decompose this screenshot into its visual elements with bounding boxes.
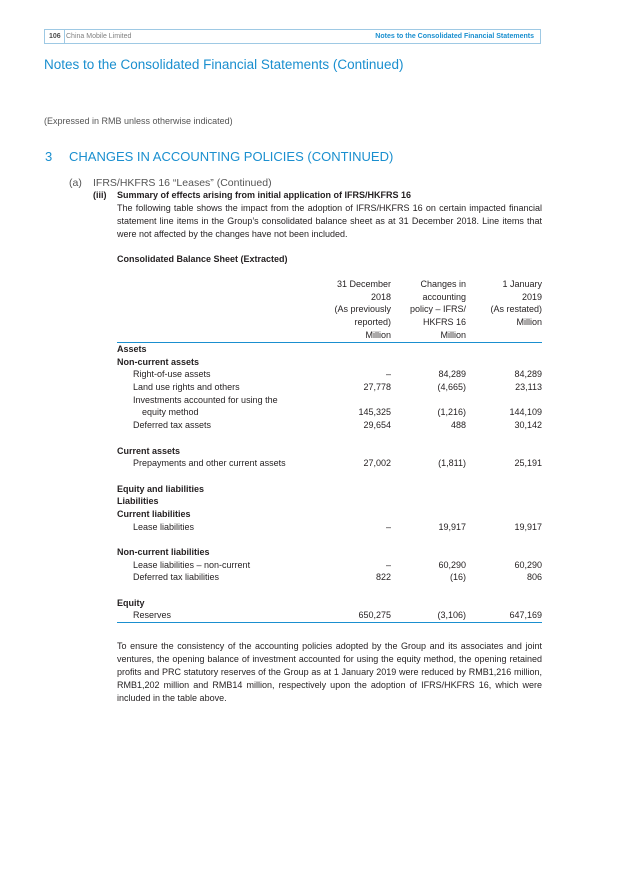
intro-paragraph: The following table shows the impact from the adoption of IFRS/HKFRS 16 on certain impacted financial statement line items in the Group’s consolidated balance sheet as at 31 December 2018. Line items that were not affected by the changes have not been included.	[117, 203, 542, 239]
table-row: Current liabilities	[117, 508, 191, 519]
table-row: Current assets	[117, 445, 181, 456]
table-row: Deferred tax assets 29,654 488 30,142	[133, 420, 542, 431]
table-row: Prepayments and other current assets 27,002 (1,811) 25,191	[133, 458, 542, 469]
column-header-2018: 31 December 2018 (As previously reported) Million	[334, 279, 391, 340]
table-row: Right-of-use assets – 84,289 84,289	[133, 369, 542, 380]
subsection-title: IFRS/HKFRS 16 “Leases” (Continued)	[93, 177, 272, 189]
page-header	[44, 29, 541, 44]
subsection-label: (a)	[69, 177, 82, 189]
column-header-2019: 1 January 2019 (As restated) Million	[490, 279, 542, 328]
table-row: Deferred tax liabilities 822 (16) 806	[133, 572, 542, 583]
table-row: Non-current assets	[117, 356, 200, 367]
page-number: 106	[45, 30, 65, 43]
table-row: Equity and liabilities	[117, 483, 205, 494]
section-number: 3	[45, 149, 53, 164]
table-row: Lease liabilities – non-current – 60,290 60,290	[133, 559, 542, 570]
table-row: Non-current liabilities	[117, 547, 210, 557]
table-row: Equity	[117, 597, 145, 608]
table-row: Lease liabilities – 19,917 19,917	[133, 521, 542, 532]
closing-paragraph: To ensure the consistency of the accounting policies adopted by the Group and its associates and joint ventures, the opening balance of investment accounted for using the equity method, the opening retained profits and PRC statutory reserves of the Group as at 1 January 2019 were reduced by RMB1,216 million, RMB1,202 million and RMB14 million, respectively upon the adoption of IFRS/HKFRS 16, which were included in the table above.	[117, 641, 542, 703]
table-row: Land use rights and others 27,778 (4,665) 23,113	[133, 382, 542, 393]
header-section-title: Notes to the Consolidated Financial Statements	[375, 33, 534, 40]
currency-note: (Expressed in RMB unless otherwise indicated)	[44, 116, 233, 126]
table-row: Assets	[117, 344, 147, 354]
table-row: Liabilities	[117, 496, 159, 507]
table-header	[117, 278, 542, 343]
table-row: Reserves 650,275 (3,106) 647,169	[117, 609, 542, 623]
column-header-changes: Changes in accounting policy – IFRS/ HKFRS 16 Million	[409, 279, 466, 340]
section-title: CHANGES IN ACCOUNTING POLICIES (CONTINUED)	[69, 149, 394, 164]
balance-sheet-table	[117, 278, 542, 623]
subsubsection-title: Summary of effects arising from initial application of IFRS/HKFRS 16	[117, 190, 412, 200]
table-row: equity method 145,325 (1,216) 144,109	[142, 407, 542, 418]
table-title: Consolidated Balance Sheet (Extracted)	[117, 254, 288, 264]
table-row: Investments accounted for using the	[133, 394, 278, 405]
subsubsection-label: (iii)	[93, 190, 107, 200]
page-title: Notes to the Consolidated Financial Statements (Continued)	[44, 57, 404, 72]
company-name: China Mobile Limited	[66, 33, 132, 40]
